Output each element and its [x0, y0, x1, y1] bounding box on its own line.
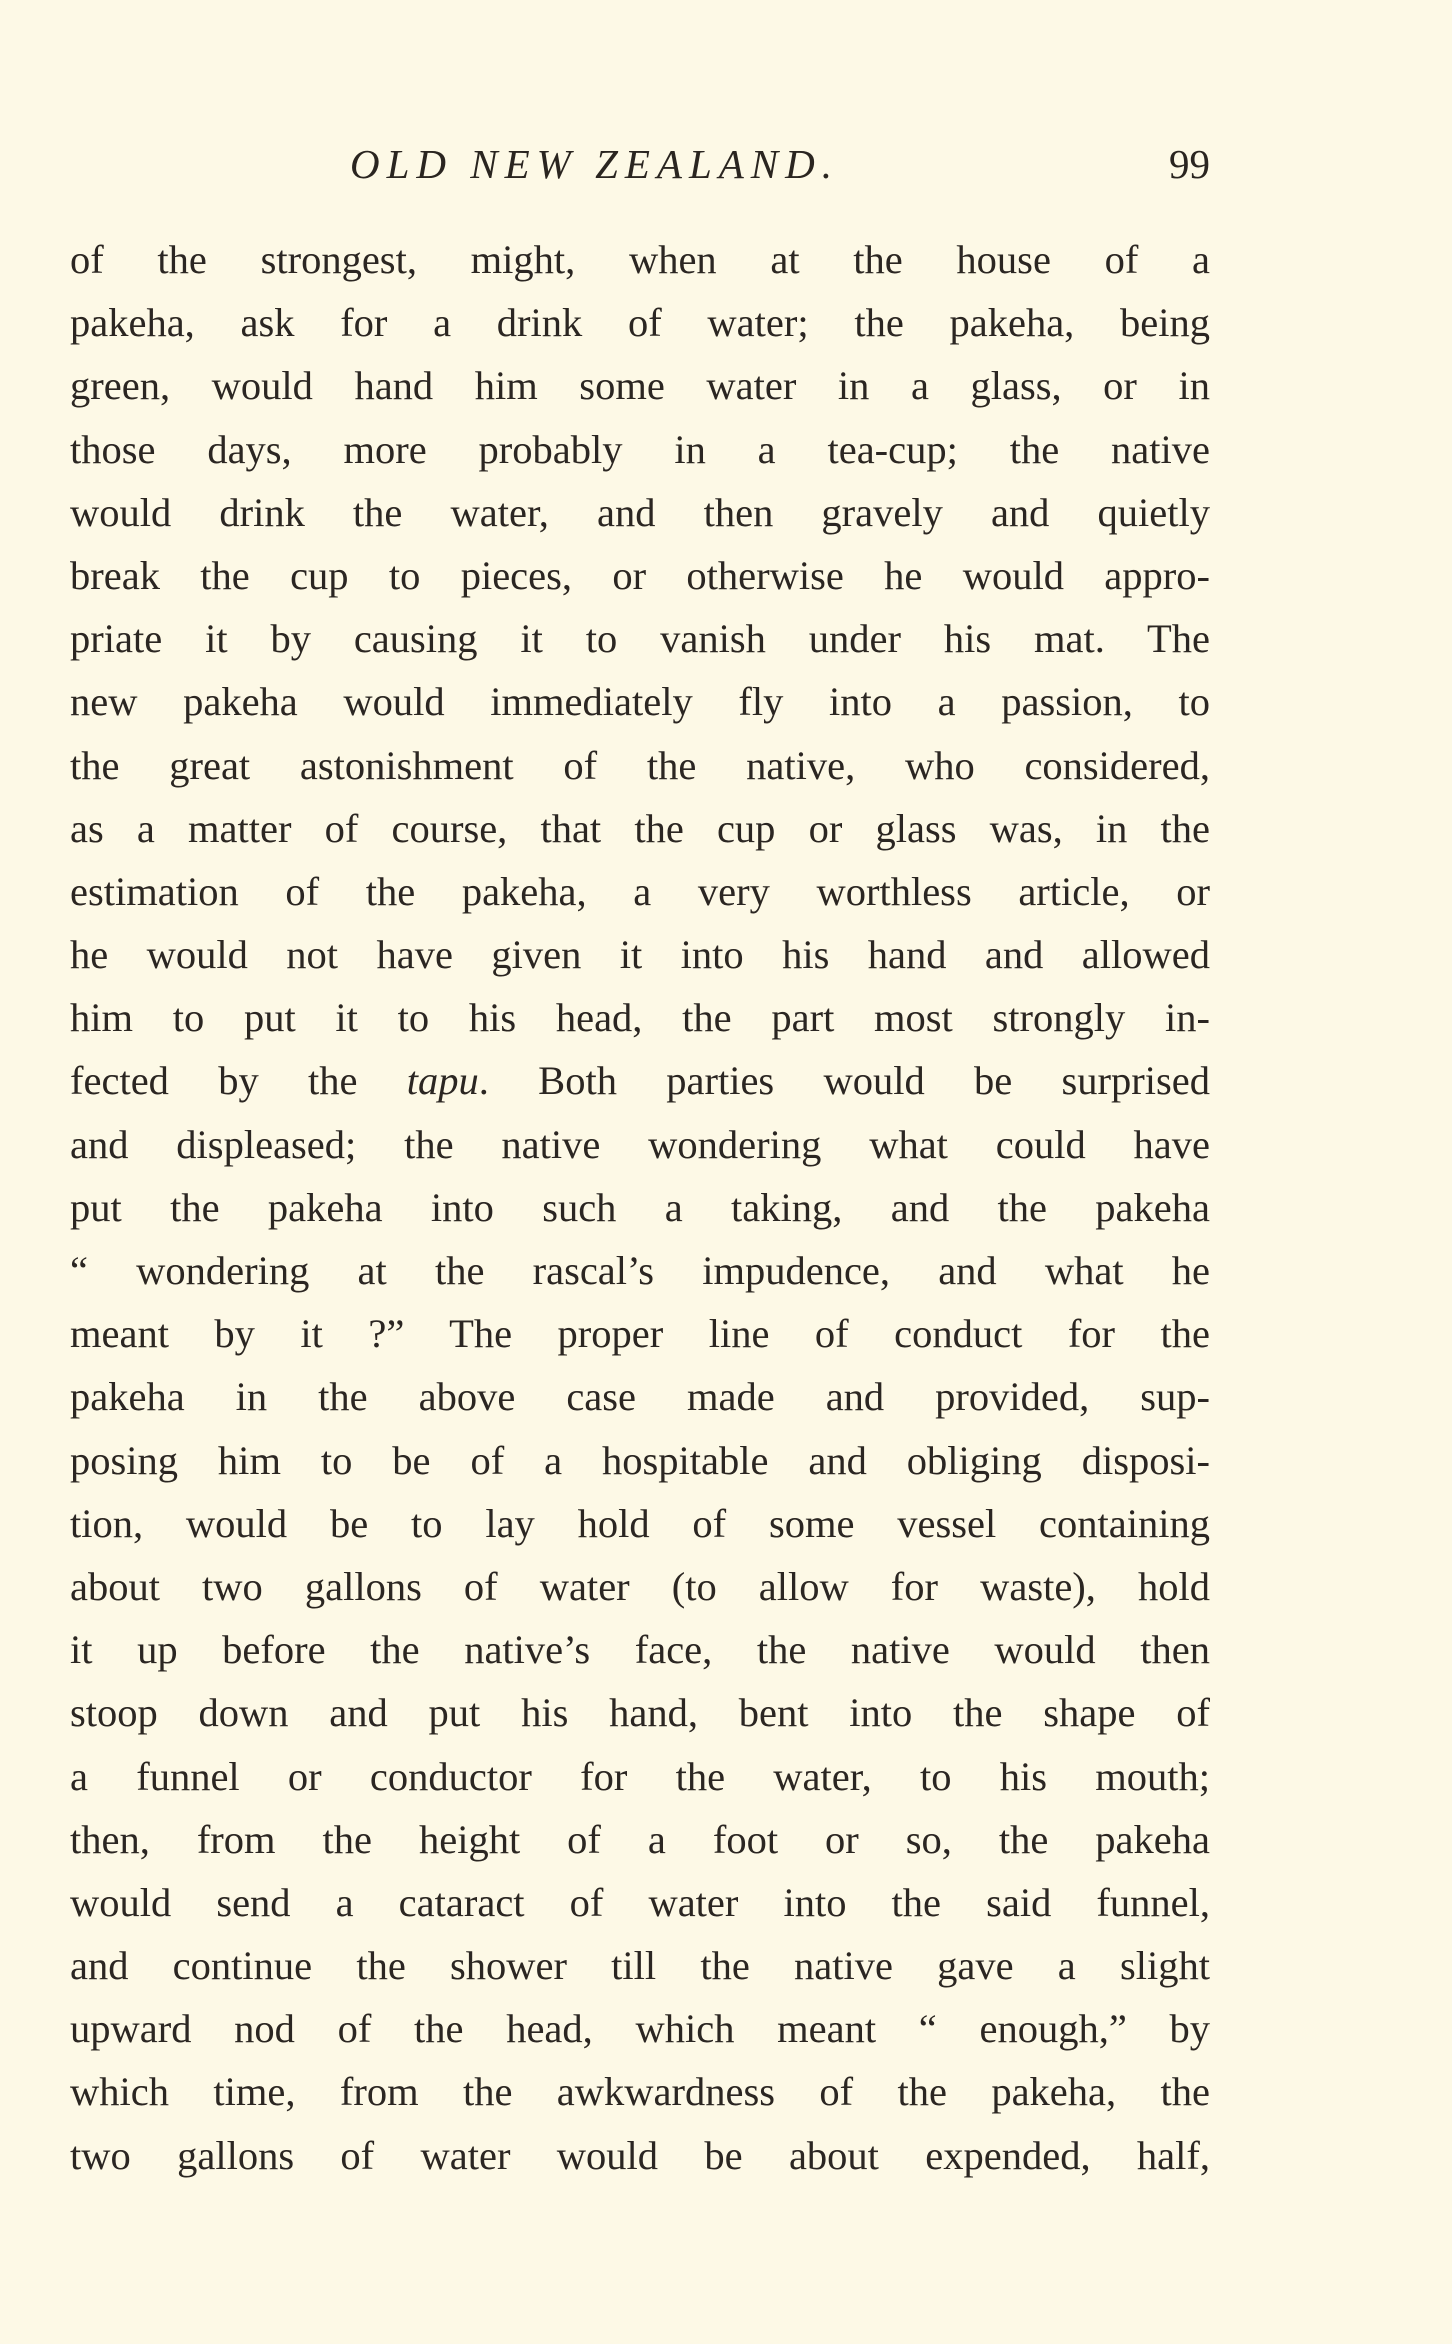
- text-line: the great astonishment of the native, who considered,: [70, 742, 1210, 788]
- text-line: those days, more probably in a tea-cup; the native: [70, 426, 1210, 472]
- text-line: two gallons of water would be about expended, half,: [70, 2132, 1210, 2178]
- italic-word-tapu: tapu: [406, 1058, 479, 1104]
- text-line: would send a cataract of water into the said funnel,: [70, 1879, 1210, 1925]
- body-text: [70, 228, 1210, 2187]
- text-line: which time, from the awkwardness of the pakeha, the: [70, 2069, 1210, 2115]
- text-line: a funnel or conductor for the water, to his mouth;: [70, 1753, 1210, 1799]
- text-line: about two gallons of water (to allow for waste), hold: [70, 1563, 1210, 1609]
- running-title: OLD NEW ZEALAND.: [350, 141, 840, 187]
- text-line: meant by it ?” The proper line of conduct for the: [70, 1311, 1210, 1357]
- text-line: put the pakeha into such a taking, and the pakeha: [70, 1184, 1210, 1230]
- text-line: and displeased; the native wondering what could have: [70, 1121, 1210, 1167]
- text-line: priate it by causing it to vanish under his mat. The: [70, 616, 1210, 662]
- text-line: stoop down and put his hand, bent into the shape of: [70, 1690, 1210, 1736]
- text-line: “ wondering at the rascal’s impudence, and what he: [70, 1248, 1210, 1293]
- text-line: he would not have given it into his hand and allowed: [70, 932, 1210, 978]
- text-line: tion, would be to lay hold of some vessel containing: [70, 1500, 1210, 1546]
- text-line: then, from the height of a foot or so, the pakeha: [70, 1816, 1210, 1862]
- text-line: and continue the shower till the native gave a slight: [70, 1943, 1210, 1989]
- page-number: 99: [1169, 141, 1210, 187]
- text-line: pakeha in the above case made and provided, sup-: [70, 1374, 1210, 1420]
- text-line: as a matter of course, that the cup or glass was, in the: [70, 805, 1210, 851]
- text-segment: fected by the: [70, 1058, 407, 1104]
- text-line: of the strongest, might, when at the house of a: [70, 237, 1210, 282]
- text-line: pakeha, ask for a drink of water; the pakeha, being: [70, 300, 1210, 346]
- page-header: [70, 140, 1210, 200]
- text-line: it up before the native’s face, the native would then: [70, 1627, 1210, 1673]
- text-line: posing him to be of a hospitable and obliging disposi-: [70, 1437, 1210, 1483]
- text-line-with-italic: [70, 1049, 1210, 1112]
- text-line: him to put it to his head, the part most strongly in-: [70, 995, 1210, 1041]
- text-line: break the cup to pieces, or otherwise he would appro-: [70, 552, 1210, 598]
- text-line: would drink the water, and then gravely and quietly: [70, 489, 1210, 535]
- text-line: green, would hand him some water in a glass, or in: [70, 363, 1210, 409]
- text-segment: . Both parties would be surprised: [478, 1058, 1210, 1104]
- text-line: estimation of the pakeha, a very worthless article, or: [70, 868, 1210, 914]
- text-line: new pakeha would immediately fly into a passion, to: [70, 679, 1210, 725]
- text-line: upward nod of the head, which meant “ enough,” by: [70, 2006, 1210, 2052]
